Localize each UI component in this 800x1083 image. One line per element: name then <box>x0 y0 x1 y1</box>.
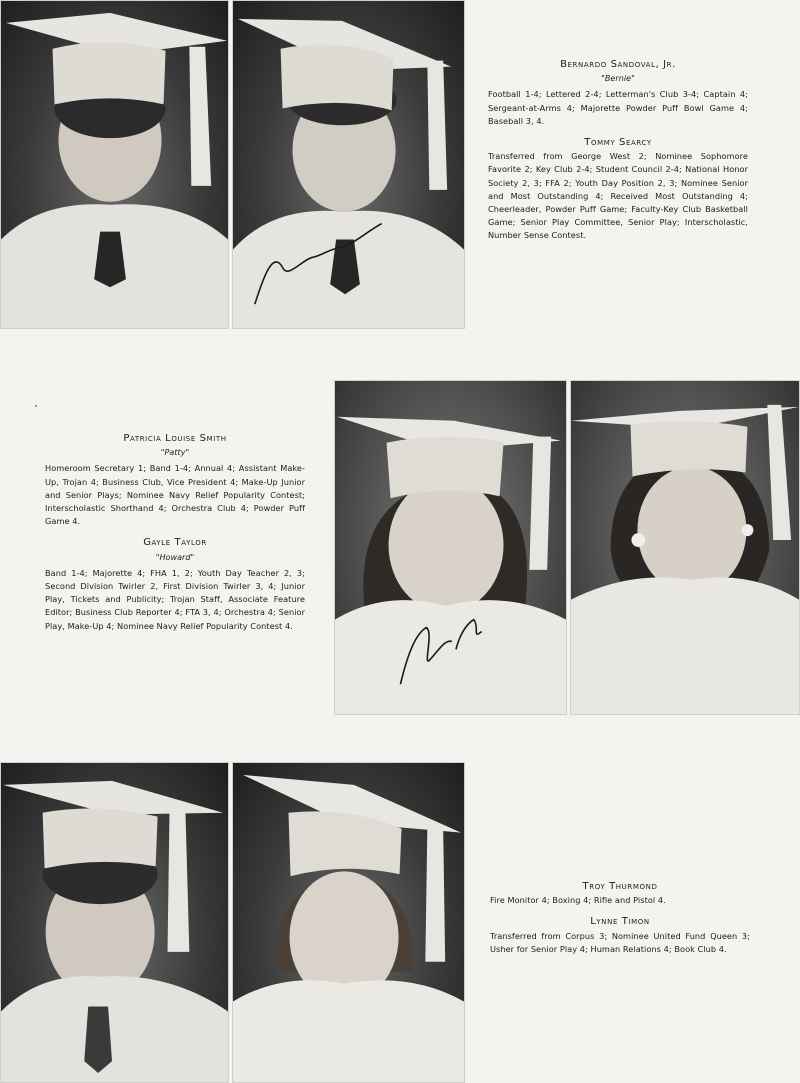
student-entry <box>488 58 748 128</box>
portrait-photo-smith <box>334 380 567 715</box>
student-nickname: "Howard" <box>155 552 195 562</box>
student-entry <box>490 915 750 956</box>
student-activities: Transferred from George West 2; Nominee Sophomore Favorite 2; Key Club 2-4; Student Council 2-4; National Honor Society 2, 3; FFA 2; Youth Day Position 2, 3; Nominee Senior and Most Outstanding 4; Received Most Outstanding 4; Cheerleader, Powder Puff Game; Faculty-Key Club Basketball Game; Senior Play Committee, Senior Play; Interscholastic, Number Sense Contest. <box>488 151 748 241</box>
student-name: Gayle Taylor <box>143 537 207 549</box>
student-entry <box>490 880 750 907</box>
student-activities: Football 1-4; Lettered 2-4; Letterman's Club 3-4; Captain 4; Sergeant-at-Arms 4; Majorette Powder Puff Bowl Game 4; Baseball 3, 4. <box>488 89 748 126</box>
student-entry <box>488 136 748 243</box>
student-name: Lynne Timon <box>590 916 650 928</box>
portrait-photo-taylor <box>570 380 800 715</box>
student-activities: Band 1-4; Majorette 4; FHA 1, 2; Youth Day Teacher 2, 3; Second Division Twirler 2, First Division Twirler 3, 4; Junior Play, Tickets and Publicity; Trojan Staff, Associate Feature Editor; Business Club Reporter 4; FTA 3, 4; Orchestra 4; Senior Play, Make-Up 4; Nominee Navy Relief Popularity Contest 4. <box>45 567 305 631</box>
student-entries-row-3 <box>490 880 750 964</box>
portrait-photo-timon <box>232 762 465 1083</box>
portrait-photo-thurmond <box>0 762 229 1083</box>
portrait-photo-searcy <box>232 0 465 329</box>
portrait-photo-sandoval <box>0 0 229 329</box>
student-name: Troy Thurmond <box>582 881 658 892</box>
student-entry <box>45 432 305 528</box>
student-entries-row-2 <box>45 432 305 641</box>
student-name: Patricia Louise Smith <box>123 433 227 444</box>
student-nickname: "Bernie" <box>601 74 635 84</box>
print-speck <box>35 405 37 407</box>
student-nickname: "Patty" <box>160 448 190 458</box>
student-activities: Transferred from Corpus 3; Nominee United Fund Queen 3; Usher for Senior Play 4; Human Relations 4; Book Club 4. <box>490 930 750 954</box>
student-name: Tommy Searcy <box>584 137 652 149</box>
student-entry <box>45 536 305 632</box>
student-activities: Homeroom Secretary 1; Band 1-4; Annual 4; Assistant Make-Up, Trojan 4; Business Club, Vice President 4; Make-Up Junior and Senior Plays; Nominee Navy Relief Popularity Contest; Interscholastic Shorthand 4; Orchestra Club 4; Powder Puff Game 4. <box>45 463 305 527</box>
student-activities: Fire Monitor 4; Boxing 4; Rifle and Pistol 4. <box>490 895 666 906</box>
student-entries-row-1 <box>488 58 748 251</box>
student-name: Bernardo Sandoval, Jr. <box>560 59 676 70</box>
